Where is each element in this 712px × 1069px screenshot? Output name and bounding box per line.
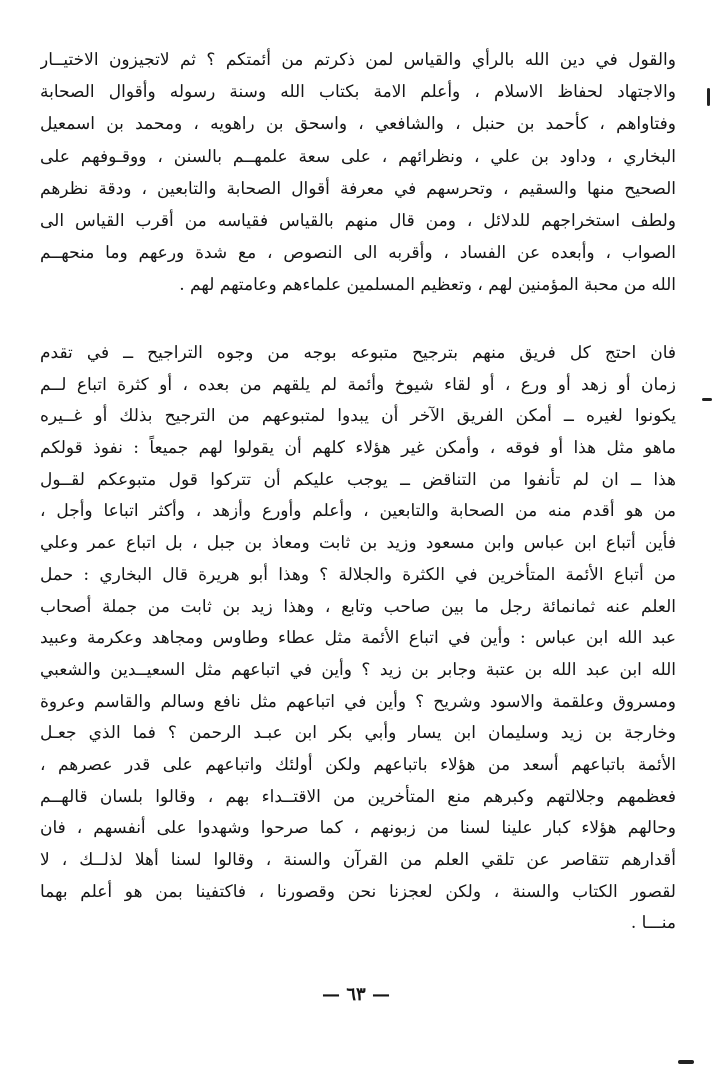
text-line: والقول في دين الله بالرأي والقياس لمن ذكرتم من أئمتكم ؟ ثم لاتجيزون الاختيــار bbox=[40, 50, 676, 70]
page-number: — ٦٣ — bbox=[322, 984, 390, 1005]
text-line: الله ابن عبد الله بن عتبة وجابر بن زيد ؟ وأين في اتباعهم مثل السعيــدين والشعبي bbox=[40, 659, 676, 680]
text-line: هذا ــ ان لم تأنفوا من التناقض ــ يوجب عليكم أن تتركوا قول متبوعكم لقــول bbox=[40, 469, 676, 490]
scan-mark bbox=[707, 88, 710, 106]
text-line: البخاري ، وداود بن علي ، ونظرائهم ، على سعة علمهــم بالسنن ، ووقـوفهم على bbox=[40, 146, 676, 167]
text-line: يكونوا لغيره ــ أمكن الفريق الآخر أن يبدوا لمتبوعهم من الترجيح بذلك أو غــيره bbox=[40, 406, 676, 427]
text-line: الله من محبة المؤمنين لهم ، وتعظيم المسلمين علماءهم وعامتهم لهم . bbox=[179, 275, 676, 296]
text-line: الأئمة باتباعهم أسعد من هؤلاء باتباعهم ولكن أولئك واتباعهم على قدر عصرهم ، bbox=[40, 754, 676, 775]
text-line: ماهو مثل هذا أو فوقه ، وأمكن غير هؤلاء كلهم أن يقولوا لهم جميعاً : نفوذ قولكم bbox=[40, 438, 676, 459]
scan-mark bbox=[702, 398, 712, 401]
text-line: زمان أو زهد أو ورع ، أو لقاء شيوخ وأئمة لم يلقهم من بعده ، أو كثرة اتباع لــم bbox=[40, 374, 676, 395]
text-line: والاجتهاد لحفاظ الاسلام ، وأعلم الامة بكتاب الله وسنة رسوله وأقوال الصحابة bbox=[40, 82, 676, 103]
text-line: وخارجة بن زيد وسليمان ابن يسار وأبي بكر ابن عبـد الرحمن ؟ فما الذي جعـل bbox=[40, 723, 676, 744]
text-line: وحالهم هؤلاء كبار علينا لسنا من زبونهم ، كما صرحوا وشهدوا على أنفسهم ، فان bbox=[40, 818, 676, 839]
text-line: أقدارهم تتقاصر عن تلقي العلم من القرآن والسنة ، وقالوا لسنا أهلا لذلــك ، لا bbox=[40, 850, 676, 870]
text-line: الصحيح منها والسقيم ، وتحرسهم في معرفة أقوال الصحابة والتابعين ، ودقة نظرهم bbox=[40, 178, 676, 199]
text-line: الصواب ، وأبعده عن الفساد ، وأقربه الى النصوص ، مع شدة ورعهم وما منحهــم bbox=[40, 243, 676, 264]
text-line: ولطف استخراجهم للدلائل ، ومن قال منهم بالقياس فقياسه من أقرب القياس الى bbox=[40, 210, 676, 231]
text-line: العلم عنه ثمانمائة رجل ما بين صاحب وتابع ، وهذا زيد بن ثابت من جملة أصحاب bbox=[40, 596, 676, 617]
paragraph-2 bbox=[40, 338, 676, 940]
text-line: من أتباع الأئمة المتأخرين في الكثرة والجلالة ؟ وهذا أبو هريرة قال البخاري : حمل bbox=[40, 564, 676, 585]
text-line: لقصور الكتاب والسنة ، ولكن لعجزنا نحن وقصورنا ، فاكتفينا بمن هو أعلم بهما bbox=[40, 881, 676, 902]
scan-mark bbox=[678, 1060, 694, 1064]
text-line: فعظمهم وجلالتهم وكبرهم منع المتأخرين من الاقتــداء بهم ، وقالوا بلسان قالهــم bbox=[40, 786, 676, 807]
text-line: منـــا . bbox=[630, 913, 676, 934]
text-line: فان احتج كل فريق منهم بترجيح متبوعه بوجه من وجوه التراجيح ــ في تقدم bbox=[40, 343, 676, 363]
text-line: من هو أقدم منه من الصحابة والتابعين ، وأعلم وأورع وأزهد ، وأكثر اتباعا وأجل ، bbox=[40, 501, 676, 522]
text-line: عبد الله ابن عباس : وأين في اتباع الأئمة مثل عطاء وطاوس ومجاهد وعكرمة وعبيد bbox=[40, 628, 676, 649]
text-line: وفتاواهم ، كأحمد بن حنبل ، والشافعي ، واسحق بن راهويه ، ومحمد بن اسمعيل bbox=[40, 114, 676, 135]
text-line: فأين أتباع ابن عباس وابن مسعود وزيد بن ثابت ومعاذ بن جبل ، بل اتباع عمر وعلي bbox=[40, 533, 676, 554]
text-line: ومسروق وعلقمة والاسود وشريح ؟ وأين في اتباعهم مثل نافع وسالم والقاسم وعروة bbox=[40, 691, 676, 712]
paragraph-1 bbox=[40, 44, 676, 302]
